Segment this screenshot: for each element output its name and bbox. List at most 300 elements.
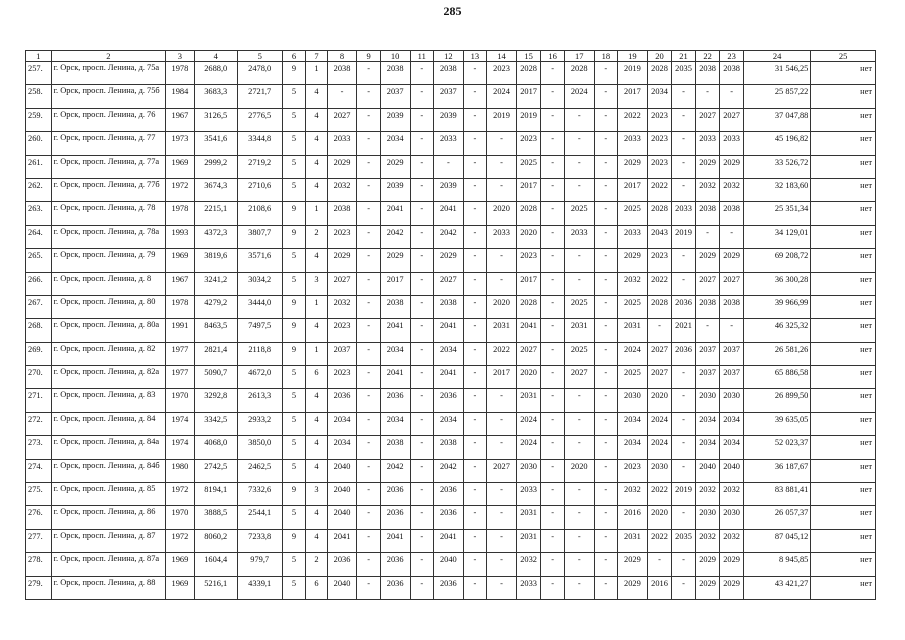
table-cell: нет xyxy=(811,412,876,435)
table-cell: нет xyxy=(811,319,876,342)
table-cell: - xyxy=(594,132,618,155)
table-cell: 2029 xyxy=(618,155,648,178)
table-cell: - xyxy=(541,155,565,178)
table-cell: 2037 xyxy=(327,342,357,365)
table-cell: 2017 xyxy=(618,178,648,201)
table-cell: 2019 xyxy=(672,483,696,506)
table-row xyxy=(26,459,876,482)
table-cell: 1 xyxy=(306,202,327,225)
table-cell: г. Орск, просп. Ленина, д. 75б xyxy=(51,85,166,108)
table-cell: - xyxy=(463,319,487,342)
table-cell: 2034 xyxy=(695,436,720,459)
table-cell: 2710,6 xyxy=(237,178,282,201)
table-cell: 1972 xyxy=(166,178,195,201)
table-row xyxy=(26,319,876,342)
table-cell: 2019 xyxy=(618,62,648,85)
table-cell: 1974 xyxy=(166,412,195,435)
table-cell: 2020 xyxy=(647,506,672,529)
table-cell: 2038 xyxy=(327,62,357,85)
table-cell: 2024 xyxy=(647,436,672,459)
table-cell: 2022 xyxy=(487,342,517,365)
table-cell: 2040 xyxy=(327,506,357,529)
table-cell: 2036 xyxy=(434,389,464,412)
column-header: 6 xyxy=(282,51,306,62)
table-cell: 265. xyxy=(26,249,52,272)
table-cell: 2025 xyxy=(618,295,648,318)
table-cell: 5 xyxy=(282,553,306,576)
table-cell: 36 187,67 xyxy=(743,459,811,482)
table-cell: 2023 xyxy=(647,155,672,178)
table-cell: - xyxy=(410,319,434,342)
table-cell: 5 xyxy=(282,108,306,131)
table-cell: - xyxy=(564,506,594,529)
table-cell: 2038 xyxy=(327,202,357,225)
table-cell: 2029 xyxy=(695,155,720,178)
table-cell: г. Орск, просп. Ленина, д. 80а xyxy=(51,319,166,342)
table-cell: 3683,3 xyxy=(194,85,237,108)
table-cell: 2025 xyxy=(618,366,648,389)
table-cell: 2031 xyxy=(618,319,648,342)
table-cell: 1604,4 xyxy=(194,553,237,576)
table-cell: - xyxy=(594,85,618,108)
table-row xyxy=(26,366,876,389)
table-cell: 5 xyxy=(282,366,306,389)
table-cell: - xyxy=(594,576,618,599)
table-cell: 2036 xyxy=(434,506,464,529)
table-cell: нет xyxy=(811,366,876,389)
table-row xyxy=(26,272,876,295)
table-cell: 273. xyxy=(26,436,52,459)
table-cell: нет xyxy=(811,295,876,318)
table-row xyxy=(26,202,876,225)
column-header: 7 xyxy=(306,51,327,62)
table-cell: 1 xyxy=(306,342,327,365)
table-cell: 2030 xyxy=(695,389,720,412)
table-cell: 2033 xyxy=(516,576,541,599)
table-cell: 1969 xyxy=(166,155,195,178)
table-cell: - xyxy=(594,506,618,529)
table-cell: 2036 xyxy=(327,553,357,576)
table-cell: 2019 xyxy=(672,225,696,248)
table-cell: - xyxy=(410,178,434,201)
table-cell: г. Орск, просп. Ленина, д. 80 xyxy=(51,295,166,318)
table-cell: - xyxy=(357,366,381,389)
table-cell: - xyxy=(672,436,696,459)
table-cell: г. Орск, просп. Ленина, д. 87а xyxy=(51,553,166,576)
table-cell: нет xyxy=(811,249,876,272)
table-cell: - xyxy=(541,225,565,248)
table-cell: 2028 xyxy=(647,295,672,318)
table-cell: - xyxy=(594,483,618,506)
table-cell: 2025 xyxy=(564,342,594,365)
table-row xyxy=(26,529,876,552)
table-cell: - xyxy=(463,295,487,318)
table-cell: 2040 xyxy=(327,459,357,482)
table-cell: 1973 xyxy=(166,132,195,155)
table-cell: - xyxy=(541,389,565,412)
table-cell: 2032 xyxy=(695,529,720,552)
table-cell: 4 xyxy=(306,459,327,482)
table-cell: 5 xyxy=(282,155,306,178)
table-cell: - xyxy=(672,389,696,412)
housing-repair-table xyxy=(25,50,876,600)
table-cell: г. Орск, просп. Ленина, д. 84а xyxy=(51,436,166,459)
table-cell: г. Орск, просп. Ленина, д. 78 xyxy=(51,202,166,225)
column-header: 9 xyxy=(357,51,381,62)
table-cell: - xyxy=(463,412,487,435)
table-cell: 3342,5 xyxy=(194,412,237,435)
table-cell: 2036 xyxy=(380,506,410,529)
table-cell: 5 xyxy=(282,178,306,201)
table-cell: 2016 xyxy=(618,506,648,529)
table-cell: 2462,5 xyxy=(237,459,282,482)
table-cell: 2025 xyxy=(564,295,594,318)
table-cell: - xyxy=(720,319,744,342)
table-cell: 1984 xyxy=(166,85,195,108)
table-cell: нет xyxy=(811,483,876,506)
table-cell: - xyxy=(410,225,434,248)
table-cell: 2027 xyxy=(434,272,464,295)
table-cell: г. Орск, просп. Ленина, д. 83 xyxy=(51,389,166,412)
table-cell: 1991 xyxy=(166,319,195,342)
table-cell: 37 047,88 xyxy=(743,108,811,131)
column-header: 1 xyxy=(26,51,52,62)
table-cell: г. Орск, просп. Ленина, д. 78а xyxy=(51,225,166,248)
table-cell: 9 xyxy=(282,483,306,506)
table-cell: 3541,6 xyxy=(194,132,237,155)
table-cell: - xyxy=(463,155,487,178)
table-cell: - xyxy=(357,483,381,506)
table-row xyxy=(26,506,876,529)
table-cell: 2742,5 xyxy=(194,459,237,482)
table-cell: - xyxy=(672,108,696,131)
column-header: 3 xyxy=(166,51,195,62)
table-cell: 2029 xyxy=(434,249,464,272)
table-row xyxy=(26,412,876,435)
table-cell: 4068,0 xyxy=(194,436,237,459)
table-cell: 2023 xyxy=(516,132,541,155)
table-cell: - xyxy=(487,155,517,178)
table-cell: - xyxy=(357,225,381,248)
table-cell: - xyxy=(594,202,618,225)
table-cell: 2042 xyxy=(434,459,464,482)
table-cell: 5 xyxy=(282,132,306,155)
table-cell: 25 351,34 xyxy=(743,202,811,225)
table-cell: - xyxy=(410,85,434,108)
table-row xyxy=(26,155,876,178)
table-cell: г. Орск, просп. Ленина, д. 85 xyxy=(51,483,166,506)
column-header: 21 xyxy=(672,51,696,62)
table-cell: 5 xyxy=(282,459,306,482)
table-cell: 2034 xyxy=(380,132,410,155)
table-cell: 2024 xyxy=(618,342,648,365)
table-cell: 2041 xyxy=(380,202,410,225)
table-cell: нет xyxy=(811,436,876,459)
table-cell: 4672,0 xyxy=(237,366,282,389)
table-cell: - xyxy=(541,85,565,108)
table-cell: 2039 xyxy=(380,108,410,131)
table-cell: 2038 xyxy=(434,62,464,85)
table-cell: 1 xyxy=(306,295,327,318)
table-cell: - xyxy=(564,178,594,201)
table-cell: нет xyxy=(811,529,876,552)
table-cell: 2041 xyxy=(434,366,464,389)
table-cell: 1967 xyxy=(166,108,195,131)
table-cell: 2 xyxy=(306,553,327,576)
table-cell: 2038 xyxy=(434,295,464,318)
table-cell: 3819,6 xyxy=(194,249,237,272)
table-cell: - xyxy=(357,436,381,459)
table-cell: 5 xyxy=(282,85,306,108)
table-cell: 2022 xyxy=(647,483,672,506)
table-cell: - xyxy=(541,576,565,599)
table-cell: - xyxy=(410,62,434,85)
table-cell: 1977 xyxy=(166,342,195,365)
table-cell: 2037 xyxy=(720,342,744,365)
table-cell: 1977 xyxy=(166,366,195,389)
table-cell: 2032 xyxy=(695,483,720,506)
table-cell: 5 xyxy=(282,412,306,435)
table-cell: 43 421,27 xyxy=(743,576,811,599)
table-cell: 1978 xyxy=(166,62,195,85)
table-cell: - xyxy=(594,319,618,342)
table-cell: - xyxy=(463,529,487,552)
table-cell: - xyxy=(672,576,696,599)
table-cell: 2030 xyxy=(516,459,541,482)
table-cell: нет xyxy=(811,178,876,201)
table-cell: - xyxy=(487,436,517,459)
table-cell: - xyxy=(410,202,434,225)
table-cell: 262. xyxy=(26,178,52,201)
table-cell: 2029 xyxy=(380,155,410,178)
table-cell: 263. xyxy=(26,202,52,225)
table-cell: 2034 xyxy=(434,342,464,365)
table-cell: - xyxy=(594,412,618,435)
table-cell: 3888,5 xyxy=(194,506,237,529)
table-cell: 26 899,50 xyxy=(743,389,811,412)
table-cell: 2027 xyxy=(327,108,357,131)
table-row xyxy=(26,249,876,272)
table-cell: 2027 xyxy=(487,459,517,482)
table-cell: 1969 xyxy=(166,576,195,599)
table-cell: г. Орск, просп. Ленина, д. 82 xyxy=(51,342,166,365)
table-cell: 2040 xyxy=(434,553,464,576)
table-cell: 2033 xyxy=(487,225,517,248)
table-cell: - xyxy=(594,366,618,389)
table-cell: 2029 xyxy=(720,576,744,599)
table-cell: - xyxy=(410,366,434,389)
table-cell: 36 300,28 xyxy=(743,272,811,295)
table-cell: 9 xyxy=(282,295,306,318)
table-cell: 2038 xyxy=(720,295,744,318)
table-cell: - xyxy=(541,412,565,435)
table-cell: - xyxy=(541,342,565,365)
table-cell: нет xyxy=(811,553,876,576)
table-cell: 2032 xyxy=(618,483,648,506)
table-cell: 5216,1 xyxy=(194,576,237,599)
table-cell: 3850,0 xyxy=(237,436,282,459)
table-cell: 2032 xyxy=(720,178,744,201)
table-cell: 2021 xyxy=(672,319,696,342)
column-header: 13 xyxy=(463,51,487,62)
table-cell: 2039 xyxy=(434,108,464,131)
table-cell: 2033 xyxy=(434,132,464,155)
table-cell: 2024 xyxy=(487,85,517,108)
table-cell: нет xyxy=(811,459,876,482)
table-cell: 52 023,37 xyxy=(743,436,811,459)
table-cell: 5 xyxy=(282,389,306,412)
table-cell: - xyxy=(357,202,381,225)
table-cell: - xyxy=(594,459,618,482)
table-cell: 2029 xyxy=(327,155,357,178)
table-cell: - xyxy=(541,319,565,342)
table-cell: 2933,2 xyxy=(237,412,282,435)
table-cell: 4 xyxy=(306,319,327,342)
table-cell: - xyxy=(672,272,696,295)
table-cell: - xyxy=(410,132,434,155)
table-row xyxy=(26,342,876,365)
table-cell: - xyxy=(541,108,565,131)
table-cell: 2215,1 xyxy=(194,202,237,225)
table-cell: 2024 xyxy=(516,412,541,435)
table-cell: 3571,6 xyxy=(237,249,282,272)
table-cell: 2030 xyxy=(695,506,720,529)
table-cell: 267. xyxy=(26,295,52,318)
table-cell: - xyxy=(410,108,434,131)
table-cell: нет xyxy=(811,576,876,599)
table-cell: г. Орск, просп. Ленина, д. 77а xyxy=(51,155,166,178)
table-cell: - xyxy=(541,436,565,459)
table-cell: - xyxy=(463,342,487,365)
table-cell: 257. xyxy=(26,62,52,85)
table-cell: 2721,7 xyxy=(237,85,282,108)
table-cell: 1970 xyxy=(166,389,195,412)
table-cell: 2029 xyxy=(695,249,720,272)
table-cell: 2034 xyxy=(618,412,648,435)
table-cell: 2025 xyxy=(564,202,594,225)
table-cell: - xyxy=(487,389,517,412)
table-cell: 2028 xyxy=(647,62,672,85)
table-cell: 2544,1 xyxy=(237,506,282,529)
table-cell: - xyxy=(541,295,565,318)
table-cell: 2034 xyxy=(720,412,744,435)
table-cell: - xyxy=(463,62,487,85)
table-cell: - xyxy=(410,272,434,295)
table-cell: 278. xyxy=(26,553,52,576)
table-cell: 2029 xyxy=(695,553,720,576)
table-row xyxy=(26,553,876,576)
table-cell: 2023 xyxy=(327,319,357,342)
table-cell: - xyxy=(564,132,594,155)
table-cell: нет xyxy=(811,506,876,529)
table-cell: 2034 xyxy=(647,85,672,108)
table-cell: 2030 xyxy=(720,506,744,529)
table-cell: 2023 xyxy=(327,366,357,389)
table-cell: г. Орск, просп. Ленина, д. 77 xyxy=(51,132,166,155)
table-cell: 2038 xyxy=(380,295,410,318)
table-cell: - xyxy=(564,576,594,599)
column-header: 16 xyxy=(541,51,565,62)
table-cell: - xyxy=(672,366,696,389)
table-cell: 2038 xyxy=(695,62,720,85)
table-cell: - xyxy=(487,412,517,435)
column-header: 25 xyxy=(811,51,876,62)
table-cell: 5090,7 xyxy=(194,366,237,389)
table-cell: - xyxy=(410,295,434,318)
page-number: 285 xyxy=(443,4,462,18)
table-cell: 261. xyxy=(26,155,52,178)
table-cell: 2038 xyxy=(695,295,720,318)
table-cell: - xyxy=(564,155,594,178)
table-cell: - xyxy=(564,272,594,295)
table-cell: - xyxy=(410,506,434,529)
table-cell: 2478,0 xyxy=(237,62,282,85)
table-cell: 2032 xyxy=(720,529,744,552)
table-cell: - xyxy=(541,459,565,482)
table-cell: 2027 xyxy=(695,272,720,295)
table-cell: нет xyxy=(811,132,876,155)
table-cell: - xyxy=(410,342,434,365)
table-cell: 2024 xyxy=(564,85,594,108)
table-cell: 69 208,72 xyxy=(743,249,811,272)
column-header: 19 xyxy=(618,51,648,62)
table-cell: 7332,6 xyxy=(237,483,282,506)
table-cell: 2036 xyxy=(380,389,410,412)
table-cell: 2028 xyxy=(647,202,672,225)
table-cell: 4 xyxy=(306,155,327,178)
column-header: 18 xyxy=(594,51,618,62)
table-cell: - xyxy=(410,553,434,576)
table-cell: - xyxy=(357,342,381,365)
table-cell: 2034 xyxy=(327,412,357,435)
table-cell: 2040 xyxy=(695,459,720,482)
table-cell: 2027 xyxy=(516,342,541,365)
table-cell: 2040 xyxy=(327,483,357,506)
table-cell: 45 196,82 xyxy=(743,132,811,155)
table-cell: 2030 xyxy=(647,459,672,482)
table-cell: - xyxy=(410,389,434,412)
table-cell: 2022 xyxy=(618,108,648,131)
table-cell: - xyxy=(463,202,487,225)
table-cell: 32 183,60 xyxy=(743,178,811,201)
table-cell: - xyxy=(357,155,381,178)
table-cell: 2033 xyxy=(564,225,594,248)
table-cell: 271. xyxy=(26,389,52,412)
table-cell: 2613,3 xyxy=(237,389,282,412)
table-cell: 279. xyxy=(26,576,52,599)
table-cell: нет xyxy=(811,85,876,108)
column-header: 10 xyxy=(380,51,410,62)
table-cell: 4 xyxy=(306,389,327,412)
table-cell: 2023 xyxy=(487,62,517,85)
column-header: 22 xyxy=(695,51,720,62)
table-cell: 7233,8 xyxy=(237,529,282,552)
table-cell: 275. xyxy=(26,483,52,506)
table-cell: 1 xyxy=(306,62,327,85)
table-cell: 3 xyxy=(306,483,327,506)
table-cell: 2042 xyxy=(434,225,464,248)
table-cell: 26 057,37 xyxy=(743,506,811,529)
table-cell: 274. xyxy=(26,459,52,482)
table-cell: 3126,5 xyxy=(194,108,237,131)
table-cell: - xyxy=(672,459,696,482)
table-cell: г. Орск, просп. Ленина, д. 88 xyxy=(51,576,166,599)
table-cell: 2821,4 xyxy=(194,342,237,365)
table-cell: 2032 xyxy=(618,272,648,295)
table-cell: 2033 xyxy=(618,132,648,155)
table-cell: 2036 xyxy=(434,576,464,599)
table-cell: 2022 xyxy=(647,272,672,295)
